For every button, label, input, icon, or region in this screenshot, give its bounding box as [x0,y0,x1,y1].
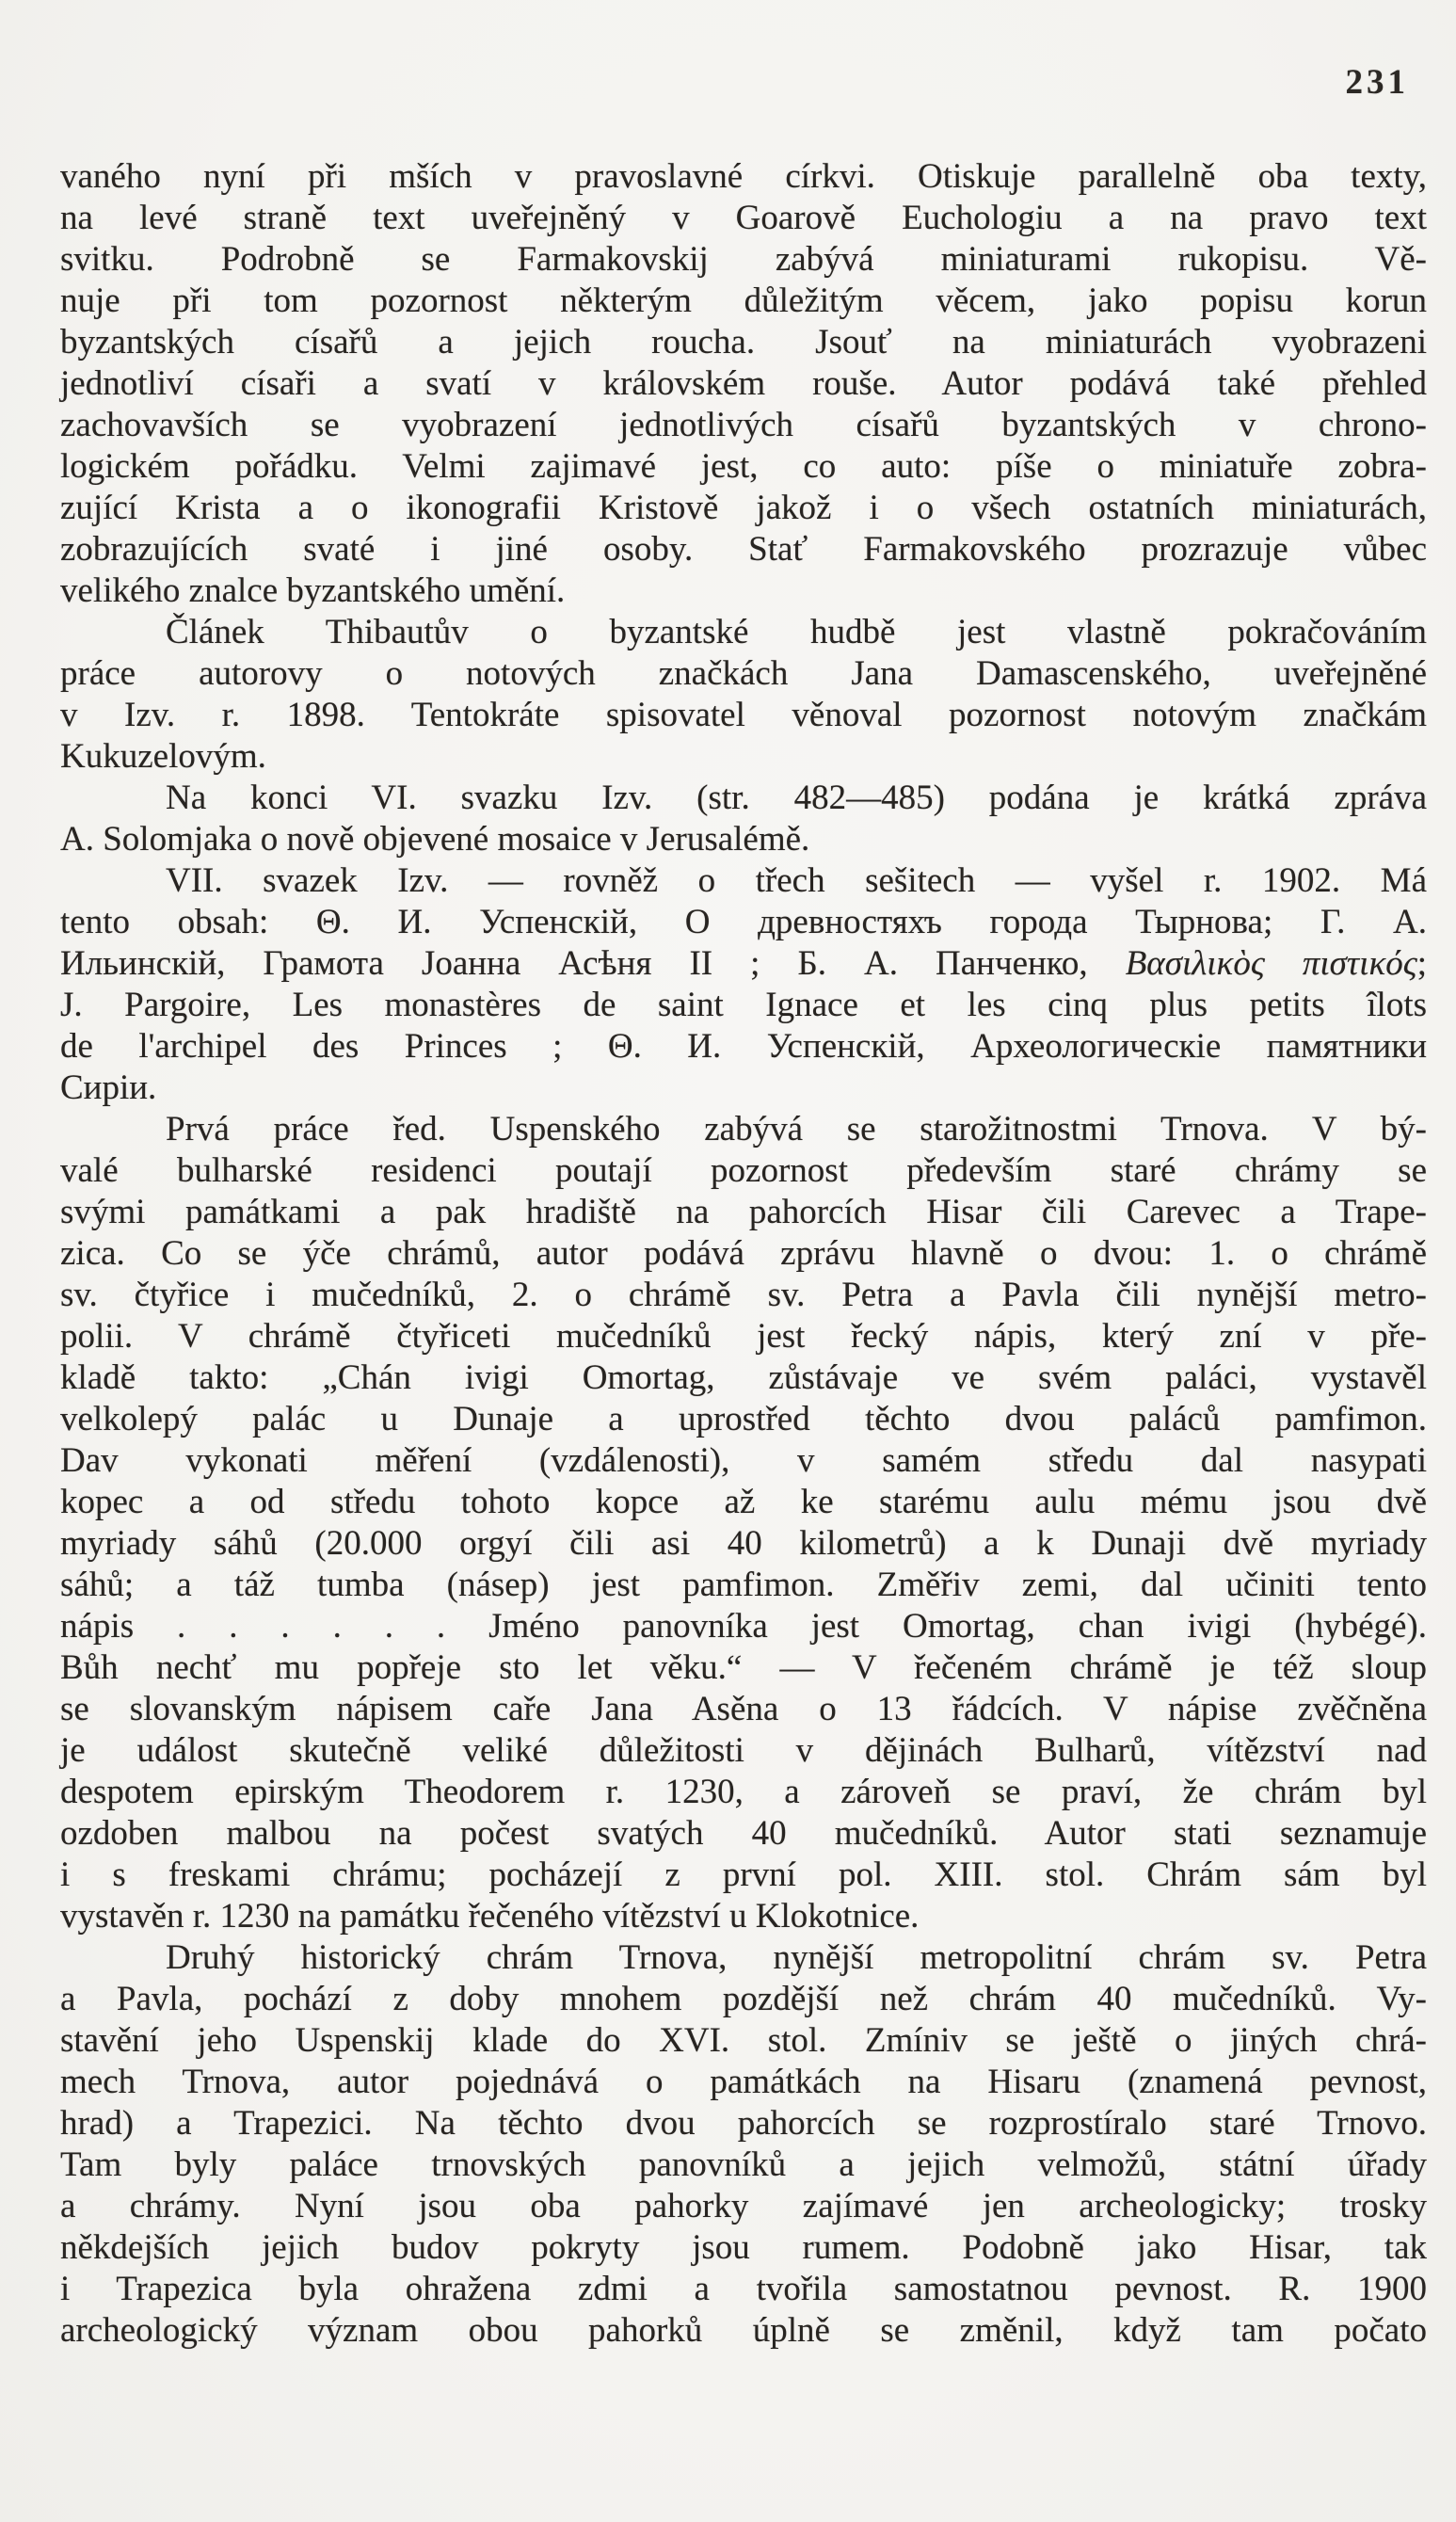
text-line: vystavěn r. 1230 na památku řečeného vítězství u Klokotnice. [60,1897,920,1936]
text-line: zující Krista a o ikonografii Kristově jakož i o všech ostatních miniaturách, [60,489,1427,527]
text-line: je událost skutečně veliké důležitosti v dějinách Bulharů, vítězství nad [60,1731,1427,1770]
text-line: Kukuzelovým. [60,737,266,776]
text-line: Ильинскій, Грамота Јоанна Асѣня II ; Б. А. Панченко, Βασιλικὸς πιστικός; [60,944,1428,983]
text-line: velikého znalce byzantského umění. [60,571,566,610]
text-line: v Izv. r. 1898. Tentokráte spisovatel věnoval pozornost notovým značkám [60,696,1427,734]
text-line: Сиріи. [60,1068,157,1107]
text-line: sv. čtyřice i mučedníků, 2. o chrámě sv. Petra a Pavla čili nynější metro- [60,1276,1427,1314]
text-line: hrad) a Trapezici. Na těchto dvou pahorcích se rozprostíralo staré Trnovo. [60,2104,1427,2143]
text-line: vaného nyní při mších v pravoslavné církvi. Otiskuje parallelně oba texty, [60,157,1427,196]
text-line: Na konci VI. svazku Izv. (str. 482—485) podána je krátká zpráva [166,779,1427,817]
text-line: i s freskami chrámu; pocházejí z první pol. XIII. stol. Chrám sám byl [60,1855,1427,1894]
text-line: sáhů; a táž tumba (násep) jest pamfimon. Změřiv zemi, dal učiniti tento [60,1566,1427,1604]
text-line: A. Solomjaka o nově objevené mosaice v Jerusalémě. [60,820,810,859]
text-line: jednotliví císaři a svatí v královském rouše. Autor podává také přehled [60,364,1427,403]
text-line: kladě takto: „Chán ivigi Omortag, zůstávaje ve svém paláci, vystavěl [60,1358,1427,1397]
text-line: ozdoben malbou na počest svatých 40 mučedníků. Autor stati seznamuje [60,1814,1427,1853]
text-line: zica. Co se ýče chrámů, autor podává zprávu hlavně o dvou: 1. o chrámě [60,1234,1427,1273]
page-number: 231 [1345,63,1409,102]
text-line: nápis . . . . . . Jméno panovníka jest Omortag, chan ivigi (hybégé). [60,1607,1427,1646]
text-line: velkolepý palác u Dunaje a uprostřed těchto dvou paláců pamfimon. [60,1400,1427,1438]
text-line: a chrámy. Nyní jsou oba pahorky zajímavé jen archeologicky; trosky [60,2187,1427,2225]
text-line: VII. svazek Izv. — rovněž o třech sešitech — vyšel r. 1902. Má [166,861,1427,900]
text-line: archeologický význam obou pahorků úplně se změnil, když tam počato [60,2311,1427,2350]
text-line: J. Pargoire, Les monastères de saint Ignace et les cinq plus petits îlots [60,986,1427,1024]
text-line: logickém pořádku. Velmi zajimavé jest, co auto: píše o miniatuře zobra- [60,447,1427,486]
text-line: a Pavla, pochází z doby mnohem pozdější než chrám 40 mučedníků. Vy- [60,1980,1427,2018]
text-line: valé bulharské residenci poutají pozornost především staré chrámy se [60,1151,1427,1190]
text-line: despotem epirským Theodorem r. 1230, a zároveň se praví, že chrám byl [60,1773,1427,1811]
text-line: stavění jeho Uspenskij klade do XVI. stol. Zmíniv se ještě o jiných chrá- [60,2021,1427,2060]
text-line: byzantských císařů a jejich roucha. Jsouť na miniaturách vyobrazeni [60,323,1427,361]
text-line: Druhý historický chrám Trnova, nynější metropolitní chrám sv. Petra [166,1938,1427,1977]
text-line: někdejších jejich budov pokryty jsou rumem. Podobně jako Hisar, tak [60,2228,1427,2267]
text-line: de l'archipel des Princes ; Θ. И. Успенскій, Археологическіе памятники [60,1027,1427,1066]
paragraph [60,1937,1427,2352]
text-line: práce autorovy o notových značkách Jana Damascenského, uveřejněné [60,654,1427,693]
paragraph [60,156,1427,612]
paragraph [60,860,1427,1109]
text-line: na levé straně text uveřejněný v Goarově Euchologiu a na pravo text [60,199,1427,237]
text-line: svitku. Podrobně se Farmakovskij zabývá miniaturami rukopisu. Vě- [60,240,1427,279]
paragraph [60,612,1427,778]
text-line: Tam byly paláce trnovských panovníků a jejich velmožů, státní úřady [60,2145,1427,2184]
text-line: nuje při tom pozornost některým důležitým věcem, jako popisu korun [60,281,1427,320]
text-line: myriady sáhů (20.000 orgyí čili asi 40 kilometrů) a k Dunaji dvě myriady [60,1524,1427,1563]
text-line: zobrazujících svaté i jiné osoby. Stať Farmakovského prozrazuje vůbec [60,530,1427,569]
text-line: svými památkami a pak hradiště na pahorcích Hisar čili Carevec a Trape- [60,1193,1427,1231]
text-line: mech Trnova, autor pojednává o památkách na Hisaru (znamená pevnost, [60,2063,1427,2101]
text-line: zachovavších se vyobrazení jednotlivých císařů byzantských v chrono- [60,406,1427,444]
text-line: Bůh nechť mu popřeje sto let věku.“ — V řečeném chrámě je též sloup [60,1648,1427,1687]
text-line: kopec a od středu tohoto kopce až ke starému aulu mému jsou dvě [60,1483,1427,1521]
text-line: polii. V chrámě čtyřiceti mučedníků jest řecký nápis, který zní v pře- [60,1317,1427,1356]
text-line: se slovanským nápisem caře Jana Asěna o 13 řádcích. V nápise zvěčněna [60,1690,1427,1728]
text-line: i Trapezica byla ohražena zdmi a tvořila samostatnou pevnost. R. 1900 [60,2270,1427,2308]
paragraph [60,1109,1427,1937]
text-line: Článek Thibautův o byzantské hudbě jest vlastně pokračováním [166,613,1427,651]
text-line: tento obsah: Θ. И. Успенскій, О древностяхъ города Тырнова; Г. А. [60,903,1427,941]
paragraph [60,778,1427,860]
text-block [60,156,1427,2352]
text-line: Prvá práce řed. Uspenského zabývá se starožitnostmi Trnova. V bý- [166,1110,1427,1149]
text-line: Dav vykonati měření (vzdálenosti), v samém středu dal nasypati [60,1441,1427,1480]
